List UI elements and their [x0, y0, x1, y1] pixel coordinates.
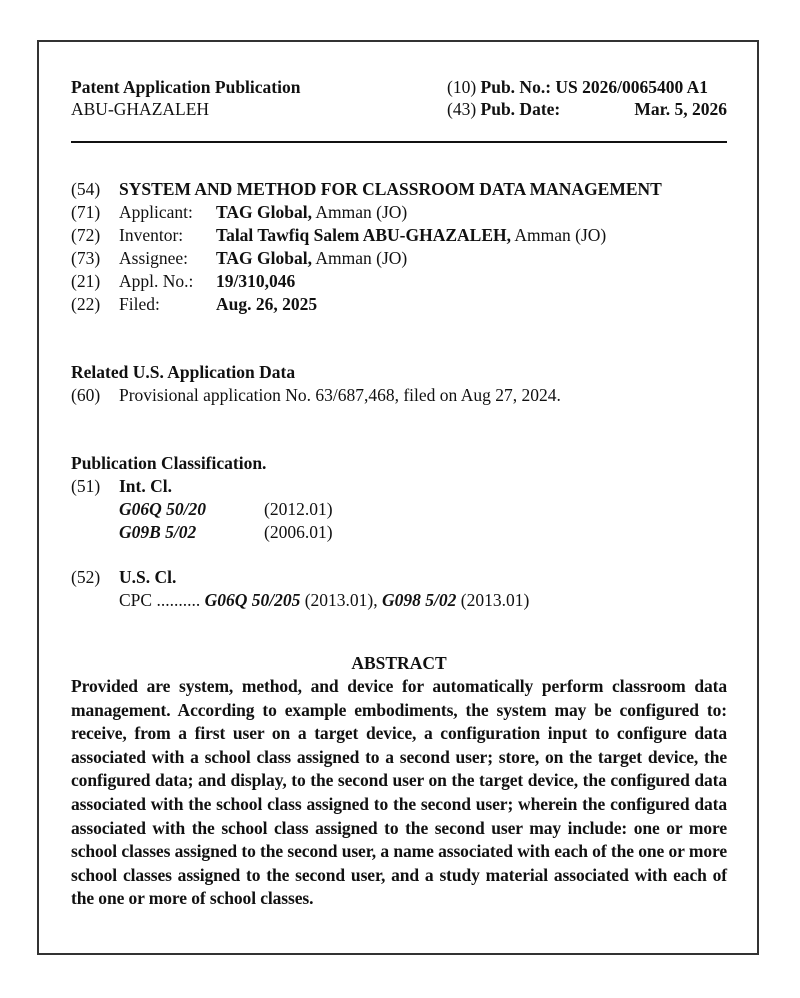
field-value-appl-no: 19/310,046	[216, 271, 296, 291]
cpc-version-1: (2013.01),	[300, 590, 382, 610]
field-code: (73)	[71, 248, 101, 268]
field-code: (72)	[71, 225, 101, 245]
field-code: (71)	[71, 202, 101, 222]
title-code: (54)	[71, 179, 101, 199]
invention-title: SYSTEM AND METHOD FOR CLASSROOM DATA MANAGEMENT	[119, 179, 662, 199]
applicant-surname: ABU-GHAZALEH	[71, 99, 210, 119]
cpc-prefix: CPC ..........	[119, 590, 201, 610]
field-code: (22)	[71, 294, 101, 314]
int-cl-version: (2006.01)	[264, 522, 333, 542]
pub-no-label: Pub. No.:	[480, 77, 552, 97]
header-divider	[71, 141, 727, 143]
pub-no-code: (10)	[447, 77, 477, 97]
related-code: (60)	[71, 385, 101, 405]
pub-date-label: Pub. Date:	[480, 99, 561, 119]
pub-date-code: (43)	[447, 99, 477, 119]
field-label-applicant: Applicant:	[119, 202, 193, 222]
assignee-location: Amman (JO)	[311, 248, 408, 268]
field-label-appl-no: Appl. No.:	[119, 271, 194, 291]
field-label-assignee: Assignee:	[119, 248, 189, 268]
pub-no-value: US 2026/0065400 A1	[555, 77, 709, 97]
int-cl-code: (51)	[71, 476, 101, 496]
field-value-assignee	[216, 247, 407, 269]
abstract-text: Provided are system, method, and device for automatically perform classroom data management. According to example embodiments, the system may be configured to: receive, from a first user on a target device, a configuration input to configure data associated with a school class assigned to a second user; store, on the target device, the configured data; and display, to the second user on the target device, the configured data associated with the school class assigned to the second user; wherein the configured data associated with the school class assigned to the second user may include: one or more school classes assigned to the second user, a name associated with each of the one or more school classes assigned to the second user, and a study material associated with each of the one or more of school classes.	[71, 676, 727, 909]
applicant-name: TAG Global,	[216, 202, 312, 222]
int-cl-class: G09B 5/02	[119, 522, 197, 542]
us-cl-label: U.S. Cl.	[119, 567, 177, 587]
publication-type: Patent Application Publication	[71, 77, 301, 97]
assignee-name: TAG Global,	[216, 248, 312, 268]
field-label-inventor: Inventor:	[119, 225, 184, 245]
classification-heading: Publication Classification.	[71, 453, 267, 473]
pub-date-line	[447, 98, 560, 120]
int-cl-class: G06Q 50/20	[119, 499, 207, 519]
int-cl-label: Int. Cl.	[119, 476, 172, 496]
pub-no-line	[447, 76, 708, 98]
related-text: Provisional application No. 63/687,468, filed on Aug 27, 2024.	[119, 385, 561, 405]
us-cl-code: (52)	[71, 567, 101, 587]
cpc-class-1: G06Q 50/205	[204, 590, 301, 610]
cpc-version-2: (2013.01)	[456, 590, 530, 610]
applicant-location: Amman (JO)	[311, 202, 408, 222]
pub-date-value: Mar. 5, 2026	[634, 99, 727, 119]
field-label-filed: Filed:	[119, 294, 160, 314]
field-code: (21)	[71, 271, 101, 291]
field-value-applicant	[216, 201, 407, 223]
abstract-heading: ABSTRACT	[351, 653, 447, 673]
related-heading: Related U.S. Application Data	[71, 362, 296, 382]
inventor-name: Talal Tawfiq Salem ABU-GHAZALEH,	[216, 225, 511, 245]
inventor-location: Amman (JO)	[510, 225, 607, 245]
cpc-class-2: G098 5/02	[382, 590, 457, 610]
field-value-inventor	[216, 224, 606, 246]
field-value-filed: Aug. 26, 2025	[216, 294, 318, 314]
cpc-line	[119, 589, 529, 611]
int-cl-version: (2012.01)	[264, 499, 333, 519]
